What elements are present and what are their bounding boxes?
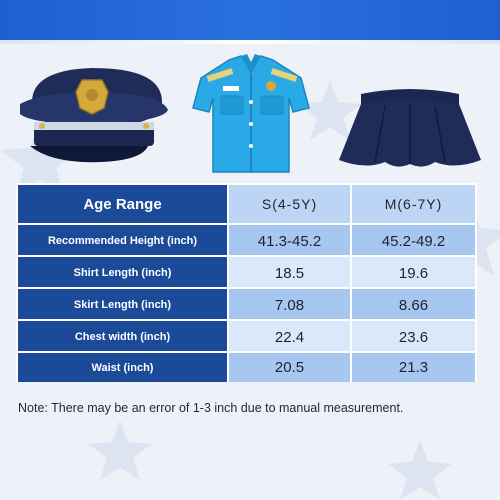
table-row <box>18 255 475 289</box>
size-s-header: S(4-5Y) <box>229 185 352 223</box>
row-label: Skirt Length (inch) <box>18 289 229 321</box>
size-m-header: M(6-7Y) <box>352 185 475 223</box>
row-label: Recommended Height (inch) <box>18 225 229 257</box>
police-hat-image <box>12 62 172 167</box>
size-m-value: 45.2-49.2 <box>352 225 475 257</box>
table-header-row <box>18 185 475 223</box>
header-banner <box>0 0 500 40</box>
navy-skirt-image <box>335 76 485 171</box>
row-label: Chest width (inch) <box>18 321 229 353</box>
row-label: Shirt Length (inch) <box>18 257 229 289</box>
table-row <box>18 351 475 382</box>
measurement-note: Note: There may be an error of 1-3 inch due to manual measurement. <box>18 401 404 415</box>
size-s-value: 22.4 <box>229 321 352 353</box>
row-label: Waist (inch) <box>18 353 229 382</box>
size-chart-table <box>16 183 477 382</box>
size-s-value: 41.3-45.2 <box>229 225 352 257</box>
size-m-value: 8.66 <box>352 289 475 321</box>
table-row <box>18 319 475 353</box>
table-row <box>18 223 475 257</box>
size-m-value: 19.6 <box>352 257 475 289</box>
size-s-value: 18.5 <box>229 257 352 289</box>
size-m-value: 23.6 <box>352 321 475 353</box>
table-row <box>18 287 475 321</box>
age-range-header: Age Range <box>18 185 229 223</box>
size-m-value: 21.3 <box>352 353 475 382</box>
size-s-value: 7.08 <box>229 289 352 321</box>
size-s-value: 20.5 <box>229 353 352 382</box>
police-shirt-image <box>189 52 314 177</box>
